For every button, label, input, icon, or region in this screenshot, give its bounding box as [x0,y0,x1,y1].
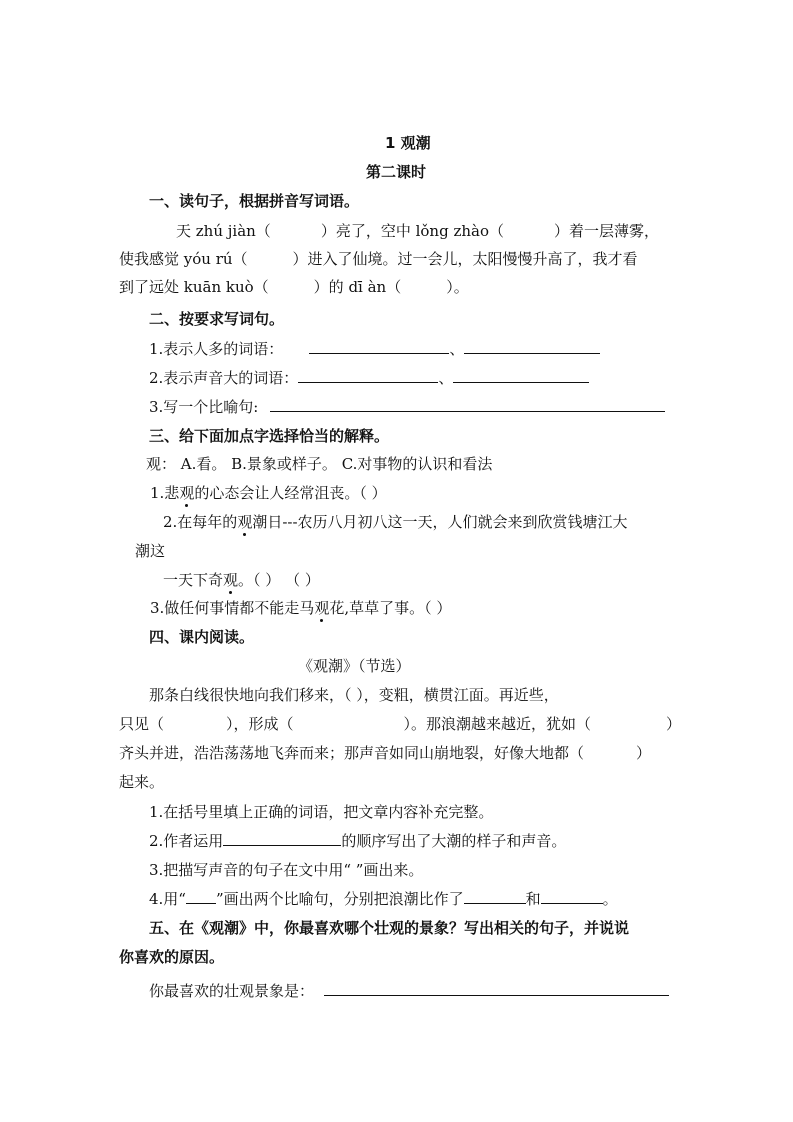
s2-q1-label: 1.表示人多的词语： [149,340,284,358]
passage-title: 《观潮》（节选） [298,657,411,675]
answer-blank[interactable] [464,339,600,354]
s1-l3-b: ）的 dī àn（ [313,278,402,296]
s4-q4 [149,889,618,909]
s3-q3-pre: 3.做任何事情都不能走马 [150,599,315,617]
answer-blank[interactable] [464,889,526,904]
s2-q1 [149,339,600,359]
section-2-heading: 二、按要求写词句。 [149,310,285,328]
passage-l2-d: ） [666,715,682,733]
s3-q2 [163,512,628,532]
answer-blank[interactable] [541,889,603,904]
s4-q4-b: ”画出两个比喻句，分别把浪潮比作了 [215,890,464,908]
separator: 、 [449,340,465,358]
dotted-char: 观 [314,599,330,617]
passage-l2-b: ），形成（ [226,715,294,733]
s2-q2-label: 2.表示声音大的词语： [149,369,299,387]
passage-l3-b: ） [636,744,652,762]
s2-q3-label: 3.写一个比喻句: [149,398,259,416]
s4-q4-c: 和 [525,890,541,908]
passage-line-1: 那条白线很快地向我们移来，（ ），变粗，横贯江面。再近些， [149,686,559,704]
s4-q2-b: 的顺序写出了大潮的样子和声音。 [341,832,567,850]
s1-l2-a: 使我感觉 yóu rú（ [119,250,248,268]
s1-l3-c: ）。 [446,278,469,296]
section-5-heading-line-2: 你喜欢的原因。 [119,948,225,966]
s3-q2-pre: 2.在每年的 [163,513,238,531]
s1-l1-a: 天 zhú jiàn（ [176,222,271,240]
page-title: 1 观潮 [385,134,431,152]
passage-line-3 [119,743,651,763]
s5-question [149,981,669,1001]
dotted-char: 观 [237,513,253,531]
answer-blank[interactable] [270,397,665,412]
passage-l2-c: ）。那浪潮越来越近，犹如（ [403,715,592,733]
s1-l3-a: 到了远处 kuān kuò（ [119,278,269,296]
answer-blank[interactable] [309,339,449,354]
s3-q2-l3-post: 。（ ） （ ） [238,571,320,589]
answer-blank[interactable] [298,368,438,383]
s4-q4-a: 4.用“ [149,890,186,908]
s4-q1: 1.在括号里填上正确的词语，把文章内容补充完整。 [149,803,494,821]
answer-blank[interactable] [453,368,589,383]
passage-line-4: 起来。 [119,773,165,791]
passage-l3-a: 齐头并进，浩浩荡荡地飞奔而来；那声音如同山崩地裂，好像大地都（ [119,744,585,762]
s4-q4-d: 。 [602,890,618,908]
s3-q2-line-3 [163,570,320,590]
s3-options: 观： A.看。 B.景象或样子。 C.对事物的认识和看法 [146,455,493,473]
s3-q3 [150,598,451,618]
answer-blank[interactable] [186,889,216,904]
s3-q1-post: 的心态会让人经常沮丧。（ ） [194,484,387,502]
s4-q2-a: 2.作者运用 [149,832,224,850]
s4-q2 [149,831,566,851]
s5-q-label: 你最喜欢的壮观景象是： [149,982,315,1000]
s3-q2-post: 潮日---农历八月初八这一天，人们就会来到欣赏钱塘江大 [252,513,628,531]
s3-q1 [150,483,387,503]
s1-line-1 [176,221,659,241]
s2-q3 [149,397,665,417]
s3-q1-pre: 1.悲 [150,484,180,502]
s3-q2-l3-pre: 一天下奇 [163,571,224,589]
section-5-heading-line-1: 五、在《观潮》中，你最喜欢哪个壮观的景象？写出相关的句子，并说说 [149,919,630,937]
answer-blank[interactable] [324,981,669,996]
s1-l1-b: ）亮了，空中 lǒng zhào（ [320,222,504,240]
s3-q2-cont: 潮这 [135,542,166,560]
section-4-heading: 四、课内阅读。 [149,628,255,646]
passage-line-2 [119,714,681,734]
s1-l1-c: ）着一层薄雾， [553,222,659,240]
dotted-char: 观 [223,571,239,589]
passage-l2-a: 只见（ [119,715,165,733]
s1-line-2 [119,249,638,269]
answer-blank[interactable] [223,831,341,846]
s4-q3: 3.把描写声音的句子在文中用“ ”画出来。 [149,861,424,879]
section-3-heading: 三、给下面加点字选择恰当的解释。 [149,427,390,445]
s2-q2 [149,368,589,388]
dotted-char: 观 [179,484,195,502]
section-1-heading: 一、读句子，根据拼音写词语。 [149,192,360,210]
s1-line-3 [119,277,469,297]
s3-q3-post: 花,草草了事。（ ） [329,599,452,617]
s1-l2-b: ）进入了仙境。过一会儿，太阳慢慢升高了，我才看 [292,250,638,268]
separator: 、 [438,369,454,387]
page-subtitle: 第二课时 [366,163,427,181]
